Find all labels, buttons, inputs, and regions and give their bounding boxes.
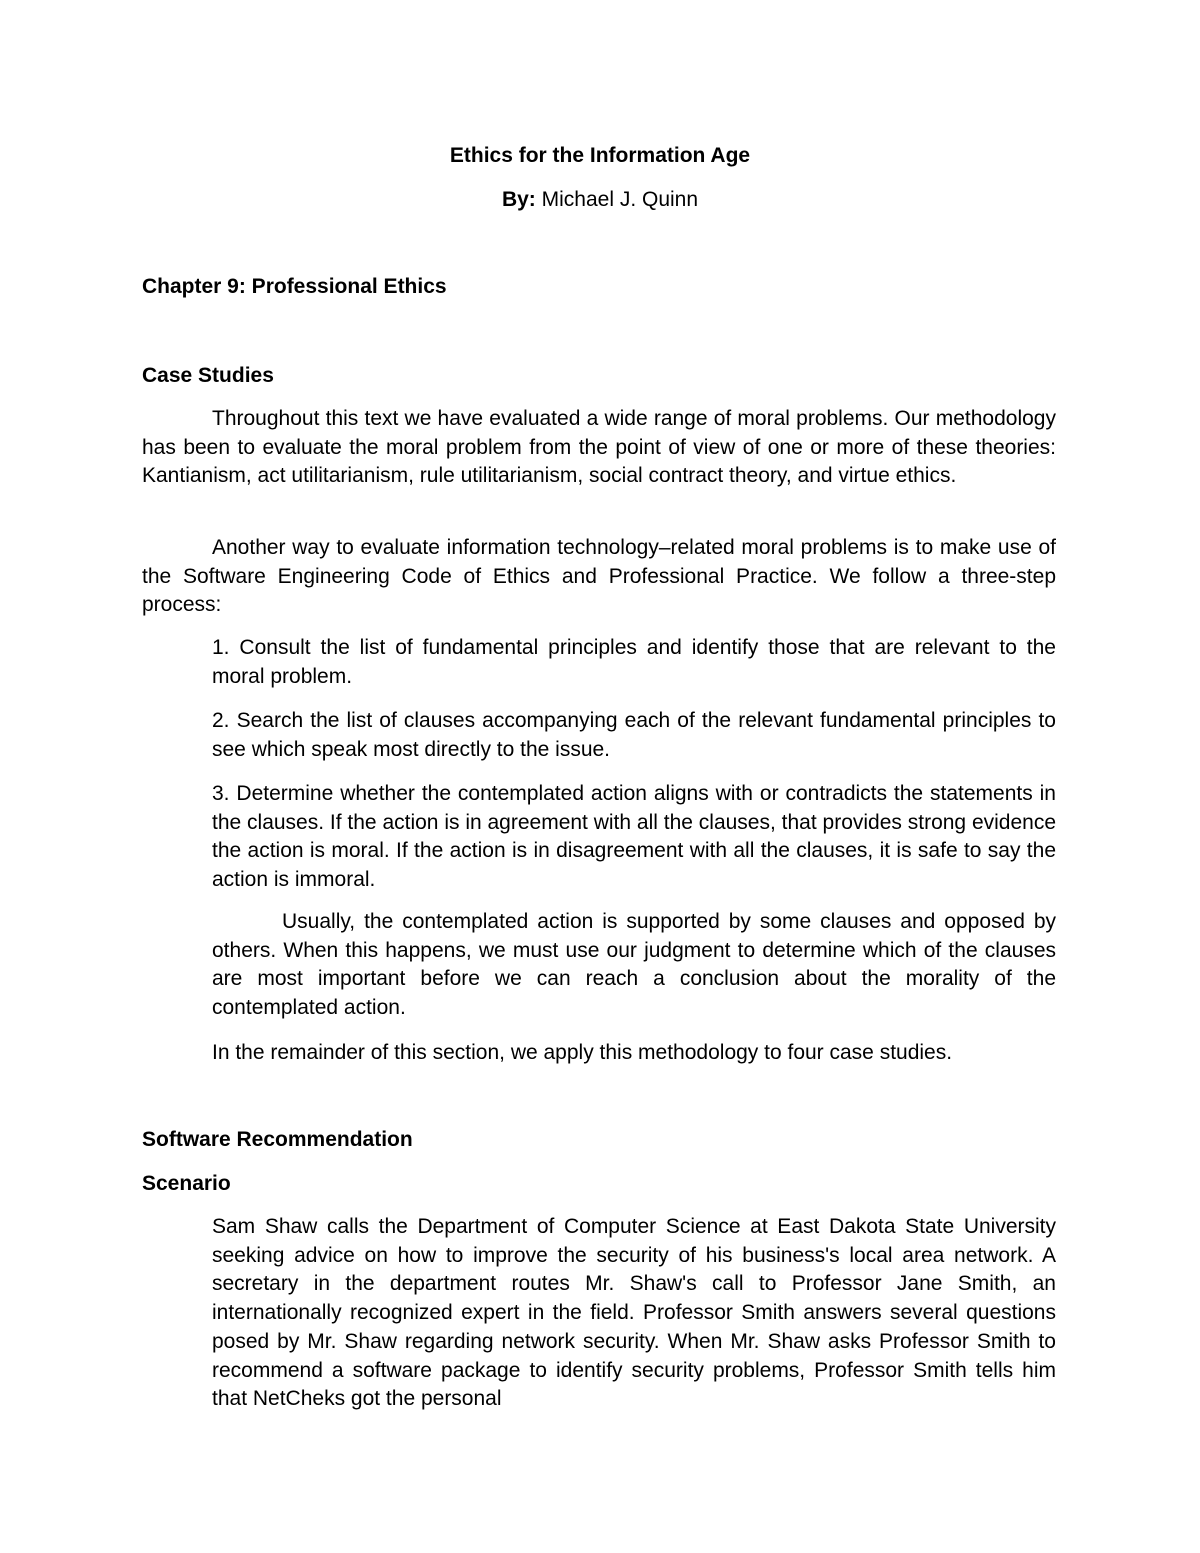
section-heading-case-studies: Case Studies xyxy=(142,364,274,387)
paragraph-methodology: Another way to evaluate information technology–related moral problems is to make use of the Software Engineering Code of Ethics and Professional Practice. We follow a three-step process: xyxy=(142,536,1056,617)
byline xyxy=(0,186,1200,214)
list-item-step-2: 2. Search the list of clauses accompanying each of the relevant fundamental principles to see which speak most directly to the issue. xyxy=(212,709,1056,761)
list-item-step-1: 1. Consult the list of fundamental principles and identify those that are relevant to the moral problem. xyxy=(212,636,1056,688)
paragraph-remainder: In the remainder of this section, we apply this methodology to four case studies. xyxy=(212,1041,953,1064)
author-name: Michael J. Quinn xyxy=(535,188,699,211)
list-item-step-3: 3. Determine whether the contemplated action aligns with or contradicts the statements in the clauses. If the action is in agreement with all the clauses, that provides strong evidence the action is moral. If the action is in disagreement with all the clauses, it is safe to say the action is immoral. xyxy=(212,782,1056,892)
chapter-heading: Chapter 9: Professional Ethics xyxy=(142,275,447,298)
paragraph-scenario: Sam Shaw calls the Department of Computer Science at East Dakota State University seeking advice on how to improve the security of his business's local area network. A secretary in the department routes Mr. Shaw's call to Professor Jane Smith, an internationally recognized expert in the field. Professor Smith answers several questions posed by Mr. Shaw regarding network security. When Mr. Shaw asks Professor Smith to recommend a software package to identify security problems, Professor Smith tells him that NetCheks got the personal xyxy=(212,1215,1056,1411)
section-heading-software-recommendation: Software Recommendation xyxy=(142,1128,413,1151)
paragraph-judgment: Usually, the contemplated action is supported by some clauses and opposed by others. When this happens, we must use our judgment to determine which of the clauses are most important before we can reach a conclusion about the morality of the contemplated action. xyxy=(212,910,1056,1020)
section-heading-scenario: Scenario xyxy=(142,1172,231,1195)
byline-label: By: xyxy=(501,188,536,211)
document-title: Ethics for the Information Age xyxy=(449,144,751,167)
paragraph-intro: Throughout this text we have evaluated a wide range of moral problems. Our methodology has been to evaluate the moral problem from the point of view of one or more of these theories: Kantianism, act utilitarianism, rule utilitarianism, social contract theory, and virtue ethics. xyxy=(142,407,1056,488)
